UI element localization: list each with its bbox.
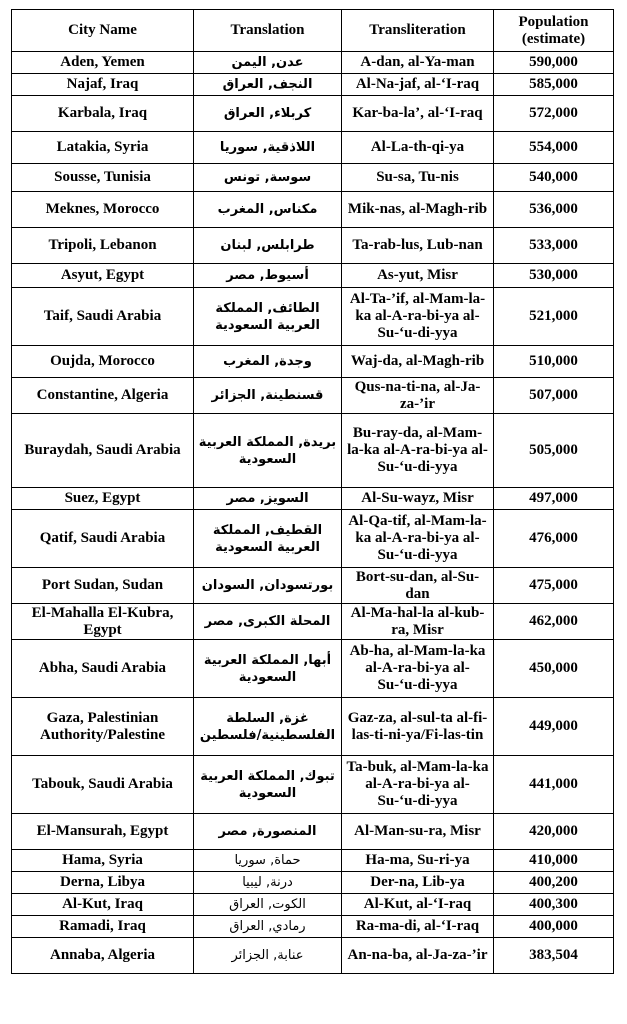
transliteration-cell: Al-Man-su-ra, Misr [342, 814, 494, 850]
transliteration-cell: Bu-ray-da, al-Mam-la-ka al-A-ra-bi-ya al-Su-‘u-di-yya [342, 414, 494, 488]
population-cell: 536,000 [494, 192, 614, 228]
table-row [12, 132, 614, 164]
population-cell: 585,000 [494, 74, 614, 96]
transliteration-cell: Ra-ma-di, al-‘I-raq [342, 916, 494, 938]
city-name-cell: Meknes, Morocco [12, 192, 194, 228]
city-name-cell: Asyut, Egypt [12, 264, 194, 288]
table-row [12, 894, 614, 916]
translation-cell: النجف, العراق [194, 74, 342, 96]
population-cell: 462,000 [494, 604, 614, 640]
population-cell: 410,000 [494, 850, 614, 872]
cities-table [11, 9, 614, 974]
population-cell: 475,000 [494, 568, 614, 604]
population-cell: 400,300 [494, 894, 614, 916]
table-row [12, 850, 614, 872]
translation-cell: الطائف, المملكة العربية السعودية [194, 288, 342, 346]
population-cell: 505,000 [494, 414, 614, 488]
population-cell: 554,000 [494, 132, 614, 164]
city-name-cell: Tabouk, Saudi Arabia [12, 756, 194, 814]
table-row [12, 814, 614, 850]
city-name-cell: Derna, Libya [12, 872, 194, 894]
city-name-cell: Karbala, Iraq [12, 96, 194, 132]
transliteration-cell: A-dan, al-Ya-man [342, 52, 494, 74]
translation-cell: مكناس, المغرب [194, 192, 342, 228]
transliteration-cell: Waj-da, al-Magh-rib [342, 346, 494, 378]
table-row [12, 640, 614, 698]
table-body [12, 52, 614, 974]
population-cell: 420,000 [494, 814, 614, 850]
translation-cell: طرابلس, لبنان [194, 228, 342, 264]
transliteration-cell: Gaz-za, al-sul-ta al-fi-las-ti-ni-ya/Fi-las-tin [342, 698, 494, 756]
city-name-cell: Gaza, Palestinian Authority/Palestine [12, 698, 194, 756]
transliteration-cell: Al-Na-jaf, al-‘I-raq [342, 74, 494, 96]
table-row [12, 698, 614, 756]
population-cell: 510,000 [494, 346, 614, 378]
table-row [12, 288, 614, 346]
translation-cell: حماة, سوريا [194, 850, 342, 872]
table-row [12, 164, 614, 192]
transliteration-cell: Kar-ba-la’, al-‘I-raq [342, 96, 494, 132]
city-name-cell: Suez, Egypt [12, 488, 194, 510]
translation-cell: رمادي, العراق [194, 916, 342, 938]
transliteration-cell: Su-sa, Tu-nis [342, 164, 494, 192]
population-cell: 533,000 [494, 228, 614, 264]
translation-cell: تبوك, المملكة العربية السعودية [194, 756, 342, 814]
header-population: Population (estimate) [494, 10, 614, 52]
city-name-cell: Annaba, Algeria [12, 938, 194, 974]
table-row [12, 264, 614, 288]
population-cell: 590,000 [494, 52, 614, 74]
translation-cell: اللاذقية, سوريا [194, 132, 342, 164]
table-row [12, 872, 614, 894]
transliteration-cell: Al-Su-wayz, Misr [342, 488, 494, 510]
population-cell: 441,000 [494, 756, 614, 814]
population-cell: 497,000 [494, 488, 614, 510]
translation-cell: عنابة, الجزائر [194, 938, 342, 974]
population-cell: 530,000 [494, 264, 614, 288]
city-name-cell: Taif, Saudi Arabia [12, 288, 194, 346]
population-cell: 521,000 [494, 288, 614, 346]
table-row [12, 414, 614, 488]
transliteration-cell: Al-Kut, al-‘I-raq [342, 894, 494, 916]
table-row [12, 938, 614, 974]
table-row [12, 916, 614, 938]
city-name-cell: El-Mahalla El-Kubra, Egypt [12, 604, 194, 640]
translation-cell: المحلة الكبرى, مصر [194, 604, 342, 640]
header-row [12, 10, 614, 52]
header-transliteration: Transliteration [342, 10, 494, 52]
city-name-cell: Aden, Yemen [12, 52, 194, 74]
translation-cell: المنصورة, مصر [194, 814, 342, 850]
table-row [12, 228, 614, 264]
translation-cell: القطيف, المملكة العربية السعودية [194, 510, 342, 568]
translation-cell: أبها, المملكة العربية السعودية [194, 640, 342, 698]
transliteration-cell: Ta-buk, al-Mam-la-ka al-A-ra-bi-ya al-Su-‘u-di-yya [342, 756, 494, 814]
translation-cell: بورتسودان, السودان [194, 568, 342, 604]
population-cell: 507,000 [494, 378, 614, 414]
city-name-cell: Tripoli, Lebanon [12, 228, 194, 264]
city-name-cell: El-Mansurah, Egypt [12, 814, 194, 850]
city-name-cell: Al-Kut, Iraq [12, 894, 194, 916]
translation-cell: السويز, مصر [194, 488, 342, 510]
population-cell: 449,000 [494, 698, 614, 756]
city-name-cell: Abha, Saudi Arabia [12, 640, 194, 698]
transliteration-cell: Der-na, Lib-ya [342, 872, 494, 894]
transliteration-cell: Al-La-th-qi-ya [342, 132, 494, 164]
transliteration-cell: An-na-ba, al-Ja-za-’ir [342, 938, 494, 974]
translation-cell: أسيوط, مصر [194, 264, 342, 288]
translation-cell: درنة, ليبيا [194, 872, 342, 894]
population-cell: 572,000 [494, 96, 614, 132]
population-cell: 476,000 [494, 510, 614, 568]
table-row [12, 74, 614, 96]
translation-cell: بريدة, المملكة العربية السعودية [194, 414, 342, 488]
translation-cell: وجدة, المغرب [194, 346, 342, 378]
transliteration-cell: Al-Qa-tif, al-Mam-la-ka al-A-ra-bi-ya al-Su-‘u-di-yya [342, 510, 494, 568]
transliteration-cell: Al-Ma-hal-la al-kub-ra, Misr [342, 604, 494, 640]
header-translation: Translation [194, 10, 342, 52]
city-name-cell: Port Sudan, Sudan [12, 568, 194, 604]
transliteration-cell: Al-Ta-’if, al-Mam-la-ka al-A-ra-bi-ya al-Su-‘u-di-yya [342, 288, 494, 346]
city-name-cell: Hama, Syria [12, 850, 194, 872]
city-name-cell: Najaf, Iraq [12, 74, 194, 96]
transliteration-cell: Mik-nas, al-Magh-rib [342, 192, 494, 228]
transliteration-cell: Ha-ma, Su-ri-ya [342, 850, 494, 872]
translation-cell: كربلاء, العراق [194, 96, 342, 132]
population-cell: 450,000 [494, 640, 614, 698]
table-row [12, 52, 614, 74]
city-name-cell: Constantine, Algeria [12, 378, 194, 414]
table-row [12, 488, 614, 510]
transliteration-cell: As-yut, Misr [342, 264, 494, 288]
city-name-cell: Latakia, Syria [12, 132, 194, 164]
table-row [12, 378, 614, 414]
table-row [12, 192, 614, 228]
translation-cell: غزة, السلطة الفلسطينية/فلسطين [194, 698, 342, 756]
table-row [12, 604, 614, 640]
city-name-cell: Buraydah, Saudi Arabia [12, 414, 194, 488]
population-cell: 383,504 [494, 938, 614, 974]
table-row [12, 756, 614, 814]
transliteration-cell: Qus-na-ti-na, al-Ja-za-’ir [342, 378, 494, 414]
translation-cell: قسنطينة, الجزائر [194, 378, 342, 414]
city-name-cell: Sousse, Tunisia [12, 164, 194, 192]
translation-cell: عدن, اليمن [194, 52, 342, 74]
population-cell: 400,000 [494, 916, 614, 938]
table-row [12, 96, 614, 132]
table-row [12, 346, 614, 378]
transliteration-cell: Bort-su-dan, al-Su-dan [342, 568, 494, 604]
table-row [12, 510, 614, 568]
transliteration-cell: Ab-ha, al-Mam-la-ka al-A-ra-bi-ya al-Su-‘u-di-yya [342, 640, 494, 698]
city-name-cell: Qatif, Saudi Arabia [12, 510, 194, 568]
city-name-cell: Oujda, Morocco [12, 346, 194, 378]
translation-cell: الكوت, العراق [194, 894, 342, 916]
population-cell: 540,000 [494, 164, 614, 192]
translation-cell: سوسة, تونس [194, 164, 342, 192]
header-city-name: City Name [12, 10, 194, 52]
city-name-cell: Ramadi, Iraq [12, 916, 194, 938]
population-cell: 400,200 [494, 872, 614, 894]
transliteration-cell: Ta-rab-lus, Lub-nan [342, 228, 494, 264]
table-row [12, 568, 614, 604]
